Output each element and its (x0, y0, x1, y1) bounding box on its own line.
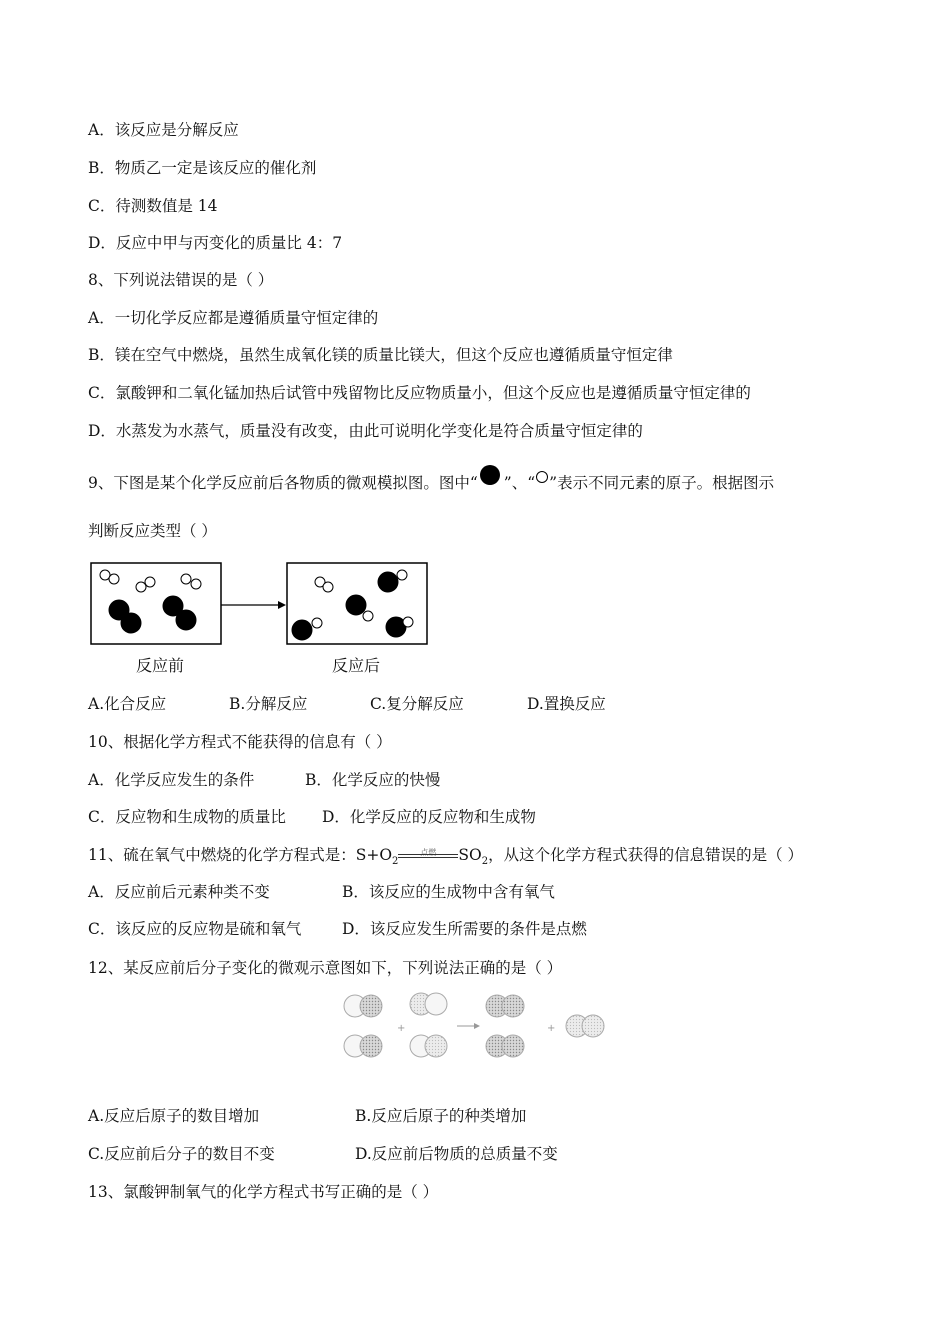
equation-equals-sign (398, 849, 458, 861)
black-atom-icon (478, 464, 504, 490)
q12-molecule-diagram (335, 988, 615, 1068)
q10-option-d: D．化学反应的反应物和生成物 (322, 808, 536, 826)
q9-reaction-diagram (88, 560, 433, 648)
svg-text:+: + (397, 1023, 406, 1034)
q11-option-c: C．该反应的反应物是硫和氧气 (88, 920, 302, 938)
q11-stem-part1: 11、硫在氧气中燃烧的化学方程式是：S+O (88, 846, 393, 864)
q9-stem-part3: ”表示不同元素的原子。根据图示 (549, 474, 775, 492)
q9-option-d: D.置换反应 (527, 695, 606, 713)
q10-option-a: A．化学反应发生的条件 (88, 771, 255, 789)
svg-text:+: + (547, 1023, 556, 1034)
q7-option-c: C．待测数值是 14 (88, 197, 218, 215)
o2-subscript: 2 (392, 856, 399, 868)
q9-option-c: C.复分解反应 (370, 695, 464, 713)
q11-stem-part2: ，从这个化学方程式获得的信息错误的是（ ） (488, 846, 804, 864)
q12-option-a: A.反应后原子的数目增加 (88, 1107, 260, 1125)
reaction-condition: 点燃 (420, 848, 437, 857)
q8-option-d: D．水蒸发为水蒸气，质量没有改变，由此可说明化学变化是符合质量守恒定律的 (88, 422, 643, 440)
q8-option-a: A．一切化学反应都是遵循质量守恒定律的 (88, 309, 379, 327)
q9-stem-part1: 9、下图是某个化学反应前后各物质的微观模拟图。图中“ (88, 474, 478, 492)
label-before: 反应前 (136, 656, 185, 675)
q9-stem-line2: 判断反应类型（ ） (88, 522, 217, 540)
q7-option-b: B．物质乙一定是该反应的催化剂 (88, 159, 317, 177)
q11-option-b: B．该反应的生成物中含有氧气 (342, 883, 555, 901)
q9-stem-part2: ”、“ (503, 474, 536, 492)
q9-stem (88, 470, 774, 493)
white-atom-icon (535, 470, 549, 484)
q7-option-a: A．该反应是分解反应 (88, 121, 239, 139)
q9-option-a: A.化合反应 (88, 695, 167, 713)
q12-option-b: B.反应后原子的种类增加 (355, 1107, 527, 1125)
q11-stem (88, 845, 803, 872)
q12-option-d: D.反应前后物质的总质量不变 (355, 1145, 558, 1163)
q8-stem: 8、下列说法错误的是（ ） (88, 271, 274, 289)
so2-subscript: 2 (481, 856, 489, 868)
q10-stem: 10、根据化学方程式不能获得的信息有（ ） (88, 733, 392, 751)
q13-stem: 13、氯酸钾制氧气的化学方程式书写正确的是（ ） (88, 1183, 439, 1201)
q11-product: SO (458, 846, 482, 864)
q9-option-b: B.分解反应 (229, 695, 308, 713)
q8-option-b: B．镁在空气中燃烧，虽然生成氧化镁的质量比镁大，但这个反应也遵循质量守恒定律 (88, 346, 673, 364)
q7-option-d: D．反应中甲与丙变化的质量比 4：7 (88, 234, 343, 252)
q12-option-c: C.反应前后分子的数目不变 (88, 1145, 275, 1163)
q11-option-a: A．反应前后元素种类不变 (88, 883, 270, 901)
q10-option-b: B．化学反应的快慢 (305, 771, 441, 789)
label-after: 反应后 (332, 656, 381, 675)
q11-option-d: D．该反应发生所需要的条件是点燃 (342, 920, 587, 938)
q12-stem: 12、某反应前后分子变化的微观示意图如下，下列说法正确的是（ ） (88, 959, 563, 977)
q8-option-c: C．氯酸钾和二氧化锰加热后试管中残留物比反应物质量小，但这个反应也是遵循质量守恒定律的 (88, 384, 751, 402)
q10-option-c: C．反应物和生成物的质量比 (88, 808, 286, 826)
